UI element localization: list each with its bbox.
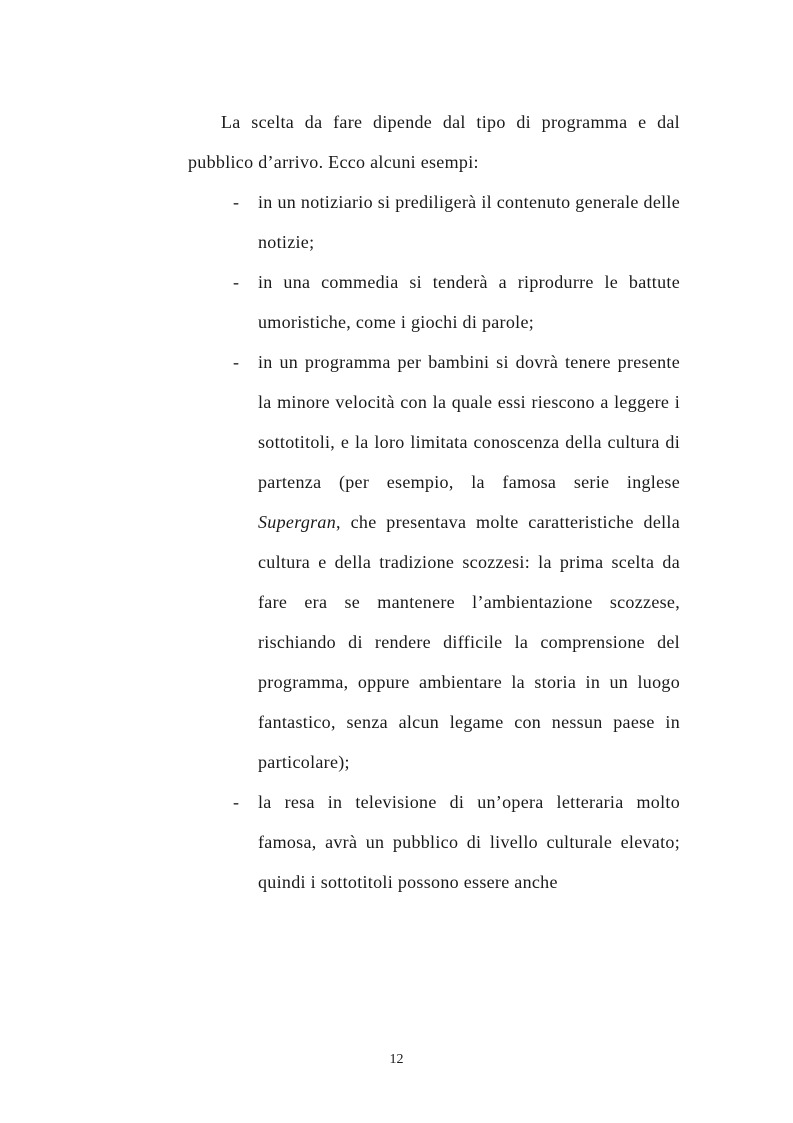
list-item-text: in un notiziario si prediligerà il contenuto generale delle notizie; — [258, 192, 680, 252]
list-item — [188, 342, 680, 782]
list-bullet: - — [233, 272, 240, 292]
list-bullet: - — [233, 192, 240, 212]
list-bullet: - — [233, 352, 240, 372]
series-title: Supergran — [258, 512, 337, 532]
list-item — [188, 262, 680, 342]
page-number: 12 — [389, 1052, 404, 1067]
intro-paragraph: La scelta da fare dipende dal tipo di programma e dal pubblico d’arrivo. Ecco alcuni esempi: — [188, 112, 680, 172]
list-item-text: la resa in televisione di un’opera letteraria molto famosa, avrà un pubblico di livello culturale elevato; quindi i sottotitoli possono essere anche — [258, 792, 680, 892]
list-item — [188, 782, 680, 902]
list-item-text-part: in un programma per bambini si dovrà tenere presente la minore velocità con la quale essi riescono a leggere i sottotitoli, e la loro limitata conoscenza della cultura di partenza (per esempio, la famosa serie inglese — [258, 352, 680, 492]
list-item — [188, 182, 680, 262]
list-item-text: in una commedia si tenderà a riprodurre le battute umoristiche, come i giochi di parole; — [258, 272, 680, 332]
list-item-text — [258, 342, 680, 782]
list-bullet: - — [233, 792, 240, 812]
list-item-text-part: , che presentava molte caratteristiche della cultura e della tradizione scozzesi: la prima scelta da fare era se mantenere l’ambientazione scozzese, rischiando di rendere difficile la comprensione del programma, oppure ambientare la storia in un luogo fantastico, senza alcun legame con nessun paese in particolare); — [258, 512, 680, 772]
examples-list — [188, 182, 680, 902]
